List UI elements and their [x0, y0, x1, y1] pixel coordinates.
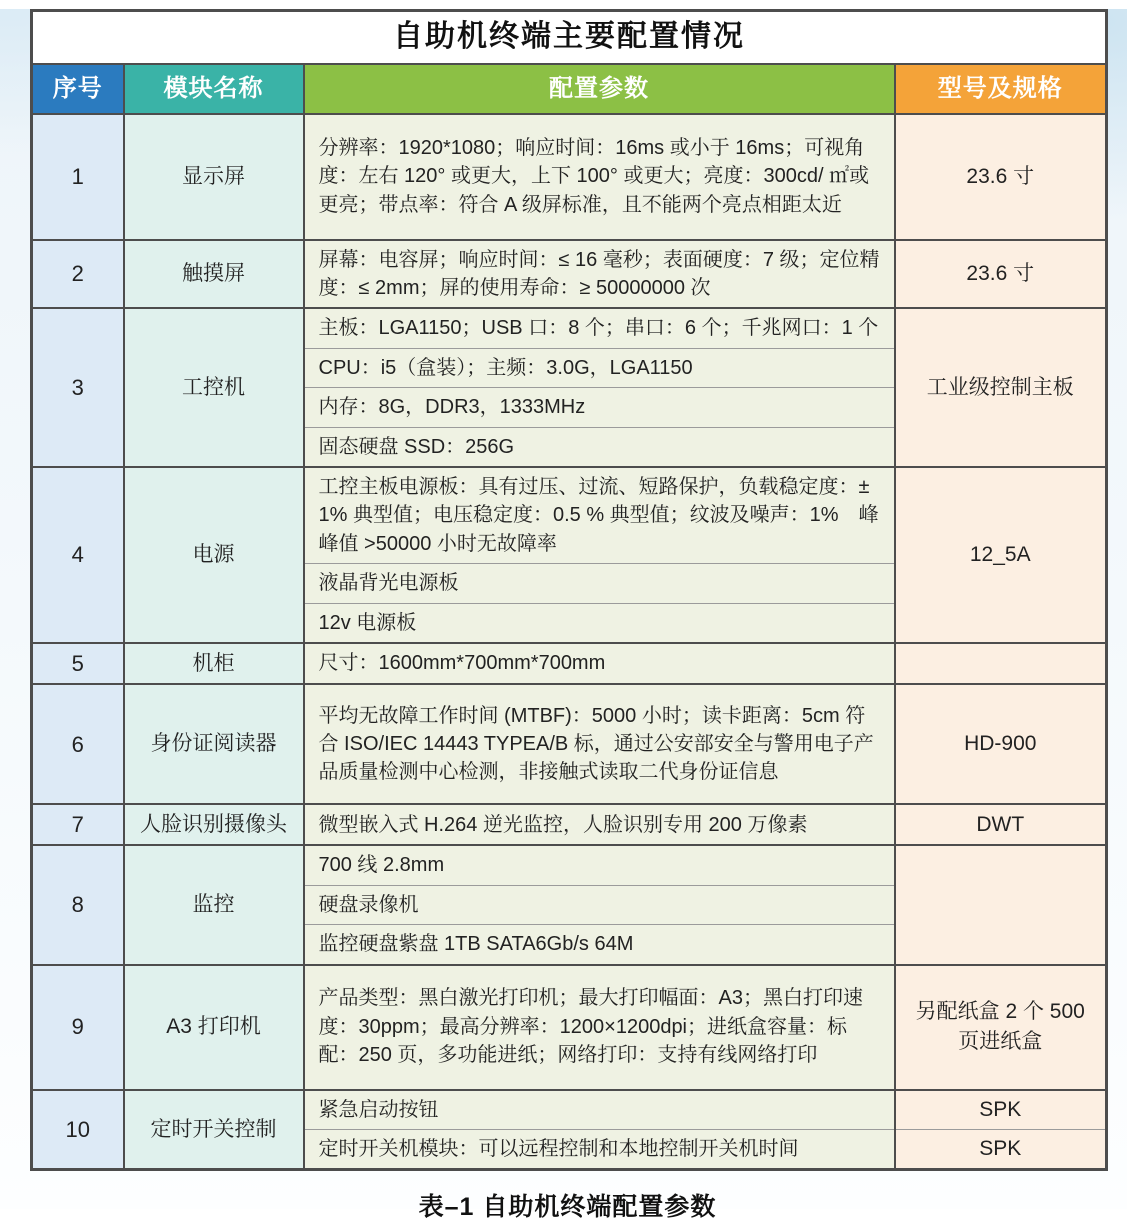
table-row — [32, 804, 1107, 845]
cell-module: 身份证阅读器 — [124, 684, 304, 804]
cell-param: 硬盘录像机 — [304, 885, 895, 924]
column-header-no: 序号 — [32, 64, 124, 114]
cell-module: 监控 — [124, 845, 304, 964]
cell-model: HD-900 — [895, 684, 1107, 804]
column-header-module: 模块名称 — [124, 64, 304, 114]
table-row — [32, 308, 1107, 348]
cell-param: 微型嵌入式 H.264 逆光监控，人脸识别专用 200 万像素 — [304, 804, 895, 845]
table-row — [32, 114, 1107, 240]
cell-param: 主板：LGA1150；USB 口：8 个；串口：6 个；千兆网口：1 个 — [304, 308, 895, 348]
cell-param: 监控硬盘紫盘 1TB SATA6Gb/s 64M — [304, 925, 895, 965]
table-row — [32, 240, 1107, 309]
cell-no: 6 — [32, 684, 124, 804]
cell-no: 10 — [32, 1090, 124, 1170]
cell-model — [895, 643, 1107, 684]
cell-module: 定时开关控制 — [124, 1090, 304, 1170]
cell-param: 定时开关机模块：可以远程控制和本地控制开关机时间 — [304, 1129, 895, 1169]
table-caption: 表–1 自助机终端配置参数 — [418, 1193, 717, 1222]
cell-param: 12v 电源板 — [304, 603, 895, 643]
cell-no: 7 — [32, 804, 124, 845]
cell-module: 显示屏 — [124, 114, 304, 240]
cell-param: 平均无故障工作时间 (MTBF)：5000 小时；读卡距离：5cm 符合 ISO/IEC 14443 TYPEA/B 标，通过公安部安全与警用电子产品质量检测中心检测，非接触式读取二代身份证信息 — [304, 684, 895, 804]
cell-param: 产品类型：黑白激光打印机；最大打印幅面：A3；黑白打印速度：30ppm；最高分辨率：1200×1200dpi；进纸盒容量：标配：250 页，多功能进纸；网络打印：支持有线网络打印 — [304, 965, 895, 1090]
cell-param: 工控主板电源板：具有过压、过流、短路保护，负载稳定度：± 1% 典型值；电压稳定度：0.5 % 典型值；纹波及噪声：1% 峰峰值 >50000 小时无故障率 — [304, 467, 895, 564]
cell-module: 工控机 — [124, 308, 304, 467]
cell-model — [895, 845, 1107, 964]
cell-param: CPU：i5（盒装）；主频：3.0G，LGA1150 — [304, 348, 895, 387]
column-header-params: 配置参数 — [304, 64, 895, 114]
cell-no: 9 — [32, 965, 124, 1090]
table-row — [32, 845, 1107, 885]
column-header-model: 型号及规格 — [895, 64, 1107, 114]
cell-no: 8 — [32, 845, 124, 964]
cell-model: 工业级控制主板 — [895, 308, 1107, 467]
cell-model: SPK — [895, 1129, 1107, 1169]
cell-param: 固态硬盘 SSD：256G — [304, 427, 895, 467]
cell-no: 2 — [32, 240, 124, 309]
cell-param: 尺寸：1600mm*700mm*700mm — [304, 643, 895, 684]
cell-model: SPK — [895, 1090, 1107, 1130]
cell-param: 屏幕：电容屏；响应时间：≤ 16 毫秒；表面硬度：7 级；定位精度：≤ 2mm；屏的使用寿命：≥ 50000000 次 — [304, 240, 895, 309]
cell-param: 700 线 2.8mm — [304, 845, 895, 885]
cell-module: 电源 — [124, 467, 304, 643]
table-title: 自助机终端主要配置情况 — [32, 11, 1107, 64]
cell-no: 4 — [32, 467, 124, 643]
table-row — [32, 467, 1107, 564]
page-background — [0, 9, 1127, 1222]
cell-model: 23.6 寸 — [895, 114, 1107, 240]
cell-module: A3 打印机 — [124, 965, 304, 1090]
cell-module: 人脸识别摄像头 — [124, 804, 304, 845]
cell-param: 紧急启动按钮 — [304, 1090, 895, 1130]
cell-model: 23.6 寸 — [895, 240, 1107, 309]
table-row — [32, 643, 1107, 684]
cell-no: 5 — [32, 643, 124, 684]
cell-no: 1 — [32, 114, 124, 240]
table-row — [32, 684, 1107, 804]
cell-module: 触摸屏 — [124, 240, 304, 309]
cell-model: 12_5A — [895, 467, 1107, 643]
cell-module: 机柜 — [124, 643, 304, 684]
config-table — [30, 9, 1108, 1171]
cell-param: 内存：8G，DDR3，1333MHz — [304, 388, 895, 427]
cell-no: 3 — [32, 308, 124, 467]
cell-param: 分辨率：1920*1080；响应时间：16ms 或小于 16ms；可视角度：左右 120° 或更大，上下 100° 或更大；亮度：300cd/ ㎡或更亮；带点率：符合 A 级屏标准，且不能两个亮点相距太近 — [304, 114, 895, 240]
table-row — [32, 965, 1107, 1090]
cell-model: DWT — [895, 804, 1107, 845]
table-row — [32, 1090, 1107, 1130]
cell-param: 液晶背光电源板 — [304, 564, 895, 603]
cell-model: 另配纸盒 2 个 500 页进纸盒 — [895, 965, 1107, 1090]
